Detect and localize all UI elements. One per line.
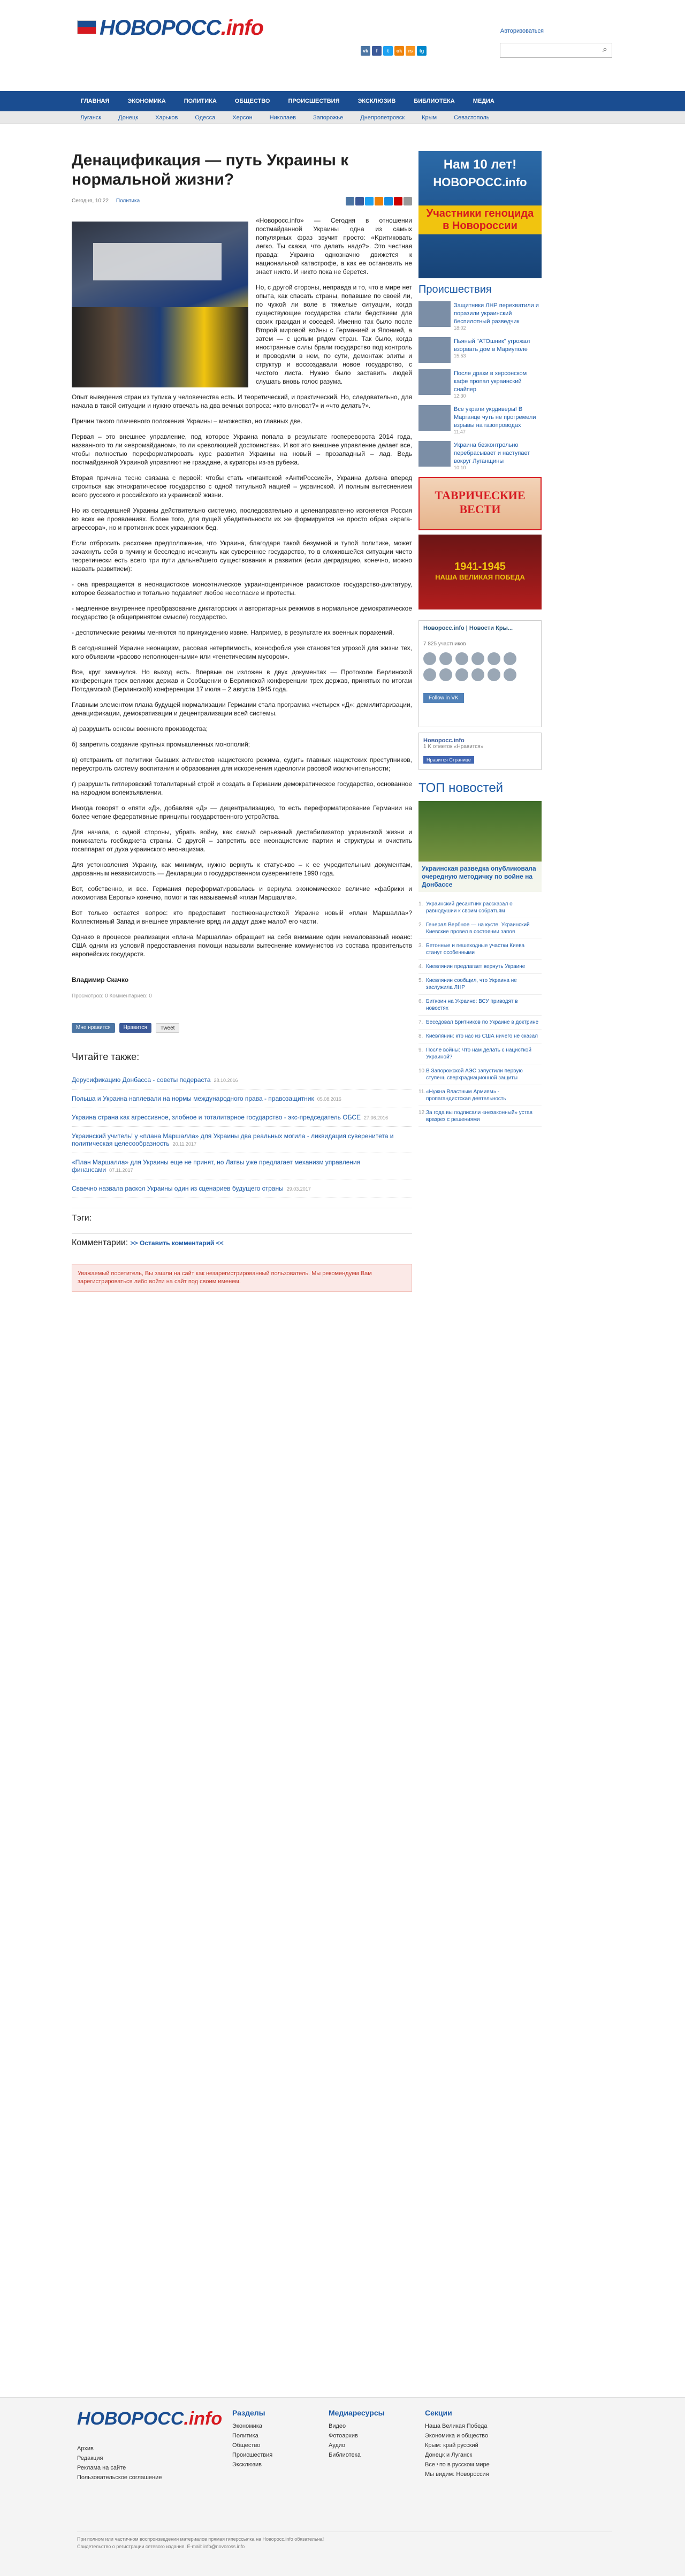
news-thumbnail[interactable]: [418, 369, 451, 395]
top-news-number: 2.: [418, 922, 423, 928]
sidebar-news-time: 15:53: [454, 353, 466, 359]
article-author: Владимир Скачко: [72, 976, 129, 984]
read-also-item: [72, 1153, 412, 1179]
nav-item[interactable]: ЭКСКЛЮЗИВ: [357, 98, 396, 104]
news-thumbnail[interactable]: [418, 405, 451, 431]
top-news-link[interactable]: Украинский десантник рассказал о равнодушии к своим собратьям: [426, 901, 513, 914]
footer-col2-link[interactable]: Видео: [329, 2423, 346, 2429]
article-paragraph: Вторая причина тесно связана с первой: чтобы стать «гигантской «АнтиРоссией», Украина должна вперед строиться как этнократическое государство с одной титульной нацией – украинской. И полным вытеснением всего русского и российского из украинской жизни.: [72, 474, 412, 499]
nav-item[interactable]: ПОЛИТИКА: [184, 98, 217, 104]
region-item[interactable]: Днепропетровск: [360, 115, 405, 121]
share-print-icon[interactable]: [404, 197, 412, 205]
twitter-icon[interactable]: t: [383, 46, 393, 56]
footer-col1-link[interactable]: Экономика: [232, 2423, 263, 2429]
footer-link[interactable]: Архив: [77, 2445, 94, 2452]
region-item[interactable]: Луганск: [80, 115, 102, 121]
article-date: Сегодня, 10:22: [72, 197, 109, 204]
sidebar-section-title: Происшествия: [418, 284, 492, 295]
search-icon[interactable]: ⌕: [603, 45, 607, 54]
footer-col2-link[interactable]: Фотоархив: [329, 2433, 358, 2439]
top-news-link[interactable]: Беседовал Бритников по Украине в доктрине: [426, 1019, 539, 1025]
article-paragraph: б) запретить создание крупных промышленных монополий;: [72, 741, 250, 748]
read-also-link[interactable]: Украина страна как агрессивное, злобное и тоталитарное государство - экс-председатель ОБСЕ: [72, 1114, 361, 1121]
site-footer: НОВОРОСС.info Архив Редакция Реклама на сайте Пользовательское соглашение Разделы Экономика Политика Общество Происшествия Эксклюзив Медиаресурсы Видео Фотоархив Аудио Библиотека Секции Наша Великая Победа Экономика и общество Крым: край русский Донецк и Луганск Все что в русском мире Мы видим: Новороссия При полном или частичном воспроизведении материалов прямая гиперссылка на Новоросс.info обязательна! Свидетельство о регистрации сетевого издания. E-mail: info@novoross.info: [0, 2397, 685, 2576]
site-logo[interactable]: НОВОРОСС.info: [77, 16, 263, 40]
article-paragraph: Вот только остается вопрос: кто предоставит постнеонацистской Украине новый «план Маршалла»? Коллективный Запад и внешнее управление вряд ли дадут даже малой его части.: [72, 909, 412, 925]
sidebar-news-item[interactable]: [418, 301, 542, 331]
top-news-link[interactable]: За года вы подписали «незаконный» устав вразрез с решениями: [426, 1110, 532, 1123]
top-news-number: 11.: [418, 1089, 426, 1095]
tags-row: Тэги:: [72, 1208, 412, 1229]
sidebar-news-link[interactable]: Украина безконтрольно перебрасывает и наступает вокруг Луганщины: [454, 442, 530, 464]
news-thumbnail[interactable]: [418, 301, 451, 327]
article-paragraph: Для начала, с одной стороны, убрать войну, как самый серьезный дестабилизатор украинской жизни и понижатель госбюджета страны. С другой – запретить все неонацистские партии и структуры и очистить госаппарат от духа украинского неонацизма.: [72, 828, 412, 853]
top-news-number: 3.: [418, 943, 423, 949]
article-paragraph: «Новоросс.info» — Сегодня в отношении постмайданной Украины одна из самых популярных фраз звучит просто: «Kритиковать легко. Ты скажи, что делать надо?». Это честная правда: Украина однозначно движется к национальной катастрофе, а как ее остановить не знает никто. И никто пока не берется.: [256, 217, 412, 276]
fb-like-button[interactable]: Нравится: [119, 1023, 151, 1033]
post-info: Просмотров: 0 Комментариев: 0: [72, 993, 152, 999]
footer-col3-link[interactable]: Экономика и общество: [425, 2433, 489, 2439]
read-also-link[interactable]: Польша и Украина наплевали на нормы международного права - правозащитник: [72, 1095, 314, 1102]
sidebar-news-item[interactable]: [418, 369, 542, 399]
sidebar-news-item[interactable]: [418, 337, 542, 363]
article-category[interactable]: Политика: [116, 197, 140, 204]
article-column: [72, 151, 412, 1292]
top-news-number: 4.: [418, 964, 423, 970]
top-news-link[interactable]: Биткоин на Украине: ВСУ приводят в новостях: [426, 999, 518, 1011]
article-paragraph: Первая – это внешнее управление, под которое Украина попала в результате госпереворота 2014 года, названного то ли «евромайданом», то ли «революцией достоинства». И вот это внешнее управление делает все, чтобы полностью переформатировать курс развития Украины на новый – прозападный – лад. Ведь постмайданной Украиной управляют не граждане, а кураторы из-за рубежа.: [72, 433, 413, 466]
read-also-date: 05.08.2016: [317, 1096, 341, 1102]
article-paragraph: - она превращается в неонацистское моноэтническое украиноцентричное расистское государство-диктатуру, которое безжалостно и тотально подавляет любое несогласие и протесты.: [72, 581, 412, 597]
footer-legal: При полном или частичном воспроизведении материалов прямая гиперссылка на Новоросс.info обязательна! Свидетельство о регистрации сетевого издания. E-mail: info@novoross.info: [77, 2532, 612, 2550]
sidebar-news-item[interactable]: [418, 441, 542, 470]
article-paragraph: Опыт выведения стран из тупика у человечества есть. И теоретический, и практический. Но, следовательно, для начала в такой ситуации и нужно отвечать на два вечных вопроса: «кто виноват?» и «что делать?».: [72, 393, 412, 409]
share-ok-icon[interactable]: [375, 197, 383, 205]
top-news-item[interactable]: [418, 974, 542, 995]
read-also-link[interactable]: Дерусификацию Донбасса - советы педераста: [72, 1076, 211, 1084]
nav-item[interactable]: БИБЛИОТЕКА: [414, 98, 455, 104]
social-buttons: [72, 1023, 412, 1033]
article-paragraph: Если отбросить расхожее предположение, что Украина, благодаря такой безумной и тупой политике, может зачахнуть себя в пучину и бесследно исчезнуть как суверенное государство, то в сложившейся ситуации чисто теоретически есть всего три пути дальнейшего существования и развития (если деградацию, конечно, можно назвать развитием):: [72, 539, 412, 573]
read-also-item: [72, 1179, 412, 1198]
tweet-button[interactable]: Tweet: [156, 1023, 180, 1033]
top-news-item[interactable]: [418, 995, 542, 1016]
sidebar-news-link[interactable]: Защитники ЛНР перехватили и поразили украинский беспилотный разведчик: [454, 302, 539, 325]
footer-col2-link[interactable]: Библиотека: [329, 2452, 361, 2458]
top-news-number: 8.: [418, 1033, 423, 1039]
top-news-link[interactable]: После войны: Что нам делать с нацисткой Украиной?: [426, 1047, 531, 1060]
nav-item[interactable]: ПРОИСШЕСТВИЯ: [288, 98, 340, 104]
nav-item[interactable]: ОБЩЕСТВО: [234, 98, 270, 104]
article-body: [72, 216, 412, 1033]
footer-link[interactable]: Редакция: [77, 2455, 103, 2461]
read-also-item: [72, 1071, 412, 1089]
top-news-number: 5.: [418, 978, 423, 984]
article-photo: [72, 222, 248, 387]
region-item[interactable]: Херсон: [232, 115, 253, 121]
login-link[interactable]: Авторизоваться: [500, 28, 544, 34]
article-paragraph: а) разрушить основы военного производства;: [72, 725, 208, 733]
footer-col2-link[interactable]: Аудио: [329, 2442, 346, 2449]
facebook-icon[interactable]: f: [372, 46, 382, 56]
vk-icon[interactable]: vk: [361, 46, 370, 56]
telegram-icon[interactable]: tg: [417, 46, 427, 56]
article-paragraph: г) разрушить гитлеровский тоталитарный строй и создать в Германии демократическое государство, основанное на народном волеизъявлении.: [72, 780, 412, 796]
main-nav: [0, 91, 685, 111]
article-paragraph: Все, круг замкнулся. Но выход есть. Впервые он изложен в двух документах — Протоколе Берлинской конференции трех великих держав и Сообщении о Берлинской конференции трех держав, принятых по итогам Потсдамской (Берлинской) конференции 17 июля – 2 августа 1945 года.: [72, 668, 412, 693]
top-news-item[interactable]: [418, 939, 542, 960]
top-news-feature[interactable]: Украинская разведка опубликовала очередную методичку по войне на Донбассе: [418, 801, 542, 892]
top-news-item[interactable]: [418, 1085, 542, 1106]
top-news-link[interactable]: Киевлянин: кто нас из США ничего не сказал: [426, 1033, 538, 1039]
footer-col3-link[interactable]: Донецк и Луганск: [425, 2452, 473, 2458]
sidebar-news-item[interactable]: [418, 405, 542, 435]
sidebar-news-link[interactable]: Все украли укрдиверы! В Марганце чуть не прогремели взрывы на газопроводах: [454, 406, 536, 429]
footer-col3-link[interactable]: Наша Великая Победа: [425, 2423, 488, 2429]
region-item[interactable]: Одесса: [195, 115, 216, 121]
footer-link[interactable]: Реклама на сайте: [77, 2465, 126, 2471]
read-also-date: 28.10.2016: [214, 1078, 238, 1083]
top-news-link[interactable]: Киевлянин сообщил, что Украина не заслужила ЛНР: [426, 978, 517, 990]
promo-banner[interactable]: Нам 10 лет! НОВОРОСС.info Участники геноцида в Новороссии: [418, 151, 542, 278]
sidebar-news-time: 11:47: [454, 429, 466, 435]
vk-follow-button[interactable]: Follow in VK: [423, 693, 464, 703]
share-mail-icon[interactable]: [384, 197, 393, 205]
top-news-number: 7.: [418, 1019, 423, 1025]
read-also-heading: Читайте также:: [72, 1051, 140, 1062]
nav-item[interactable]: МЕДИА: [473, 98, 494, 104]
sidebar-news-time: 10:10: [454, 465, 466, 470]
read-also-date: 29.03.2017: [286, 1186, 311, 1192]
top-news-link[interactable]: Генерал Вербное — на кусте. Украинский Киевские провел в состоянии запоя: [426, 922, 530, 935]
region-item[interactable]: Николаев: [269, 115, 296, 121]
top-news-number: 12.: [418, 1110, 426, 1116]
flag-icon: [77, 20, 96, 34]
vk-like-button[interactable]: Мне нравится: [72, 1023, 115, 1033]
article-paragraph: Но из сегодняшней Украины действительно системно, последовательно и целенаправленно изгоняется Россия во всех ее проявлениях. Более того, для пущей убедительности их же формируется не просто образ «врага-агрессора», но и противник всех украинских бед.: [72, 507, 412, 531]
article-paragraph: Для устоновления Украину, как минимум, нужно вернуть к статус-кво – к ее учредительным документам, дарованным независимость — Декларации о государственном суверенитете 1990 года.: [72, 861, 412, 877]
article-paragraph: Иногда говорят о «пяти «Д», добавляя «Д» — децентрализацию, то есть переформатирование Германии на более четкие федеративные принципы государственного устройства.: [72, 804, 412, 820]
read-also-link[interactable]: Украинский учитель! у «плана Маршалла» для Украины два реальных могила - ликвидация суверенитета и политическая целесообразность: [72, 1132, 394, 1147]
article-paragraph: - деспотические режимы меняются по принуждению извне. Например, в результате их военных поражений.: [72, 629, 394, 636]
vk-avatars: [423, 652, 537, 681]
footer-logo[interactable]: НОВОРОСС.info: [77, 2409, 223, 2429]
top-news-item[interactable]: [418, 960, 542, 974]
read-also-link[interactable]: Сваечно назвала раскол Украины один из сценариев будущего страны: [72, 1185, 284, 1192]
top-news-item[interactable]: [418, 1016, 542, 1030]
region-nav: [0, 111, 685, 124]
top-news-item[interactable]: [418, 1030, 542, 1043]
article-paragraph: Причин такого плачевного положения Украины – множество, но главных две.: [72, 417, 303, 425]
footer-col1-link[interactable]: Эксклюзив: [232, 2461, 262, 2468]
top-news-link[interactable]: В Запорожской АЭС запустили первую ступень сверхрадиационной защиты: [426, 1068, 523, 1081]
share-fb-icon[interactable]: [355, 197, 364, 205]
article-paragraph: В сегодняшней Украине неонацизм, расовая нетерпимость, ксенофобия уже становятся угрозой для жизни тех, кого объявили «расово неполноценными» или «генетическим мусором».: [72, 644, 412, 660]
comments-row: Комментарии: >> Оставить комментарий <<: [72, 1233, 412, 1248]
article-paragraph: Однако в процессе реализации «плана Маршалла» обращает на себя внимание один немаловажный нюанс: США одним из условий предоставления помощи называли вытеснение коммунистов из состава правительств европейских государств.: [72, 933, 412, 958]
fb-widget: Новоросс.info 1 K отметок «Нравится» Нравится Странице: [418, 733, 542, 770]
top-news-link[interactable]: Киевлянин предлагает вернуть Украине: [426, 964, 526, 970]
region-item[interactable]: Крым: [422, 115, 437, 121]
share-vk-icon[interactable]: [346, 197, 354, 205]
footer-col3-link[interactable]: Крым: край русский: [425, 2442, 478, 2449]
sidebar-news-link[interactable]: Пьяный "АТОшник" угрожал взорвать дом в Мариуполе: [454, 338, 530, 353]
footer-col3-link[interactable]: Мы видим: Новороссия: [425, 2471, 489, 2478]
top-news-number: 1.: [418, 901, 423, 907]
read-also-item: [72, 1089, 412, 1108]
vk-widget-title[interactable]: Новоросс.info | Новости Кры...: [423, 625, 513, 631]
search-input[interactable]: [500, 43, 612, 58]
footer-col1-link[interactable]: Общество: [232, 2442, 261, 2449]
top-news-item[interactable]: [418, 897, 542, 918]
article-paragraph: Главным элементом плана будущей нормализации Германии стала программа «четырех «Д»: демилитаризации, денацификации, демократизации и децентрализации всей системы.: [72, 701, 412, 717]
share-gplus-icon[interactable]: [394, 197, 402, 205]
sidebar: [418, 151, 542, 1127]
top-news-title: ТОП новостей: [418, 781, 504, 795]
article-paragraph: Вот, собственно, и все. Германия переформатировалась и вернула экономическое величие «фабрики и локомотива Европы» конечно, помог и так называемый «план Маршалла».: [72, 885, 412, 901]
footer-col1-link[interactable]: Происшествия: [232, 2452, 273, 2458]
article-paragraph: - медленное внутреннее преобразование диктаторских и авторитарных режимов в нормальное демократическое государство (в общепринятом смысле) государство.: [72, 605, 412, 621]
tavricheskie-banner[interactable]: ТАВРИЧЕСКИЕ ВЕСТИ: [418, 477, 542, 530]
top-news-item[interactable]: [418, 1106, 542, 1127]
sidebar-news-link[interactable]: После драки в херсонском кафе пропал украинский снайпер: [454, 370, 527, 393]
site-header: [72, 0, 613, 91]
article-paragraph: в) отстранить от политики бывших активистов нацистского режима, судить главных нацистских преступников, переустроить систему воспитания и образования для искоренения идеологии расовой исключительности;: [72, 756, 412, 772]
victory-banner[interactable]: 1941-1945 НАША ВЕЛИКАЯ ПОБЕДА: [418, 535, 542, 609]
nav-item[interactable]: ГЛАВНАЯ: [81, 98, 110, 104]
top-news-number: 6.: [418, 999, 423, 1004]
article-paragraph: Но, с другой стороны, неправда и то, что в мире нет опыта, как спасать страны, попавшие по своей ли, по чужой ли воле в тяжелые ситуации, когда существующие государства стали бедствием для своих граждан и соседей. Именно так было после Второй мировой войны с Германией и Японией, а затем — с целым рядом стран. Так было, когда иностранные силы брали государство под контроль и проводили в нем, по сути, демонтаж элиты и структур и воссоздавали новое государство, с чистого листа. Нужно было заставить людей слушать вновь голос разума.: [256, 284, 412, 385]
nav-item[interactable]: ЭКОНОМИКА: [127, 98, 166, 104]
rss-icon[interactable]: rs: [406, 46, 415, 56]
vk-member-count: 7 825 участников: [423, 641, 466, 647]
top-news-link[interactable]: «Нужна Властным Армиям» - пропагандистская деятельность: [426, 1089, 506, 1102]
footer-col1-link[interactable]: Политика: [232, 2433, 258, 2439]
region-item[interactable]: Донецк: [118, 115, 139, 121]
top-news-item[interactable]: [418, 1043, 542, 1064]
guest-notice: Уважаемый посетитель, Вы зашли на сайт как незарегистрированный пользователь. Мы рекомендуем Вам зарегистрироваться либо войти на сайт под своим именем.: [72, 1264, 412, 1292]
region-item[interactable]: Запорожье: [313, 115, 344, 121]
read-also-date: 27.06.2016: [364, 1115, 389, 1121]
footer-link[interactable]: Пользовательское соглашение: [77, 2474, 162, 2481]
read-also-date: 07.11.2017: [109, 1168, 133, 1173]
add-comment-link[interactable]: >> Оставить комментарий <<: [130, 1239, 224, 1247]
sidebar-news-time: 18:02: [454, 325, 466, 331]
vk-widget: [418, 620, 542, 727]
share-twitter-icon[interactable]: [365, 197, 374, 205]
region-item[interactable]: Севастополь: [454, 115, 490, 121]
read-also-item: [72, 1108, 412, 1127]
fb-page-like-button[interactable]: Нравится Странице: [423, 756, 474, 764]
top-news-link[interactable]: Бетонные и пешеходные участки Киева станут особенными: [426, 943, 525, 956]
news-thumbnail[interactable]: [418, 337, 451, 363]
read-also-link[interactable]: «План Маршалла» для Украины еще не принят, но Латвы уже предлагает механизм управления финансами: [72, 1159, 361, 1173]
sidebar-news-time: 12:30: [454, 393, 466, 399]
social-links: [361, 46, 427, 56]
article-title: Денацификация — путь Украины к нормальной жизни?: [72, 151, 349, 188]
region-item[interactable]: Харьков: [155, 115, 178, 121]
top-news-number: 9.: [418, 1047, 423, 1053]
top-news-number: 10.: [418, 1068, 426, 1074]
read-also: [72, 1051, 412, 1198]
top-news-item[interactable]: [418, 918, 542, 939]
top-news-item[interactable]: [418, 1064, 542, 1085]
read-also-date: 20.11.2017: [172, 1141, 196, 1147]
share-bar: [346, 197, 412, 205]
news-thumbnail[interactable]: [418, 441, 451, 467]
read-also-item: [72, 1127, 412, 1153]
ok-icon[interactable]: ok: [394, 46, 404, 56]
footer-col3-link[interactable]: Все что в русском мире: [425, 2461, 490, 2468]
